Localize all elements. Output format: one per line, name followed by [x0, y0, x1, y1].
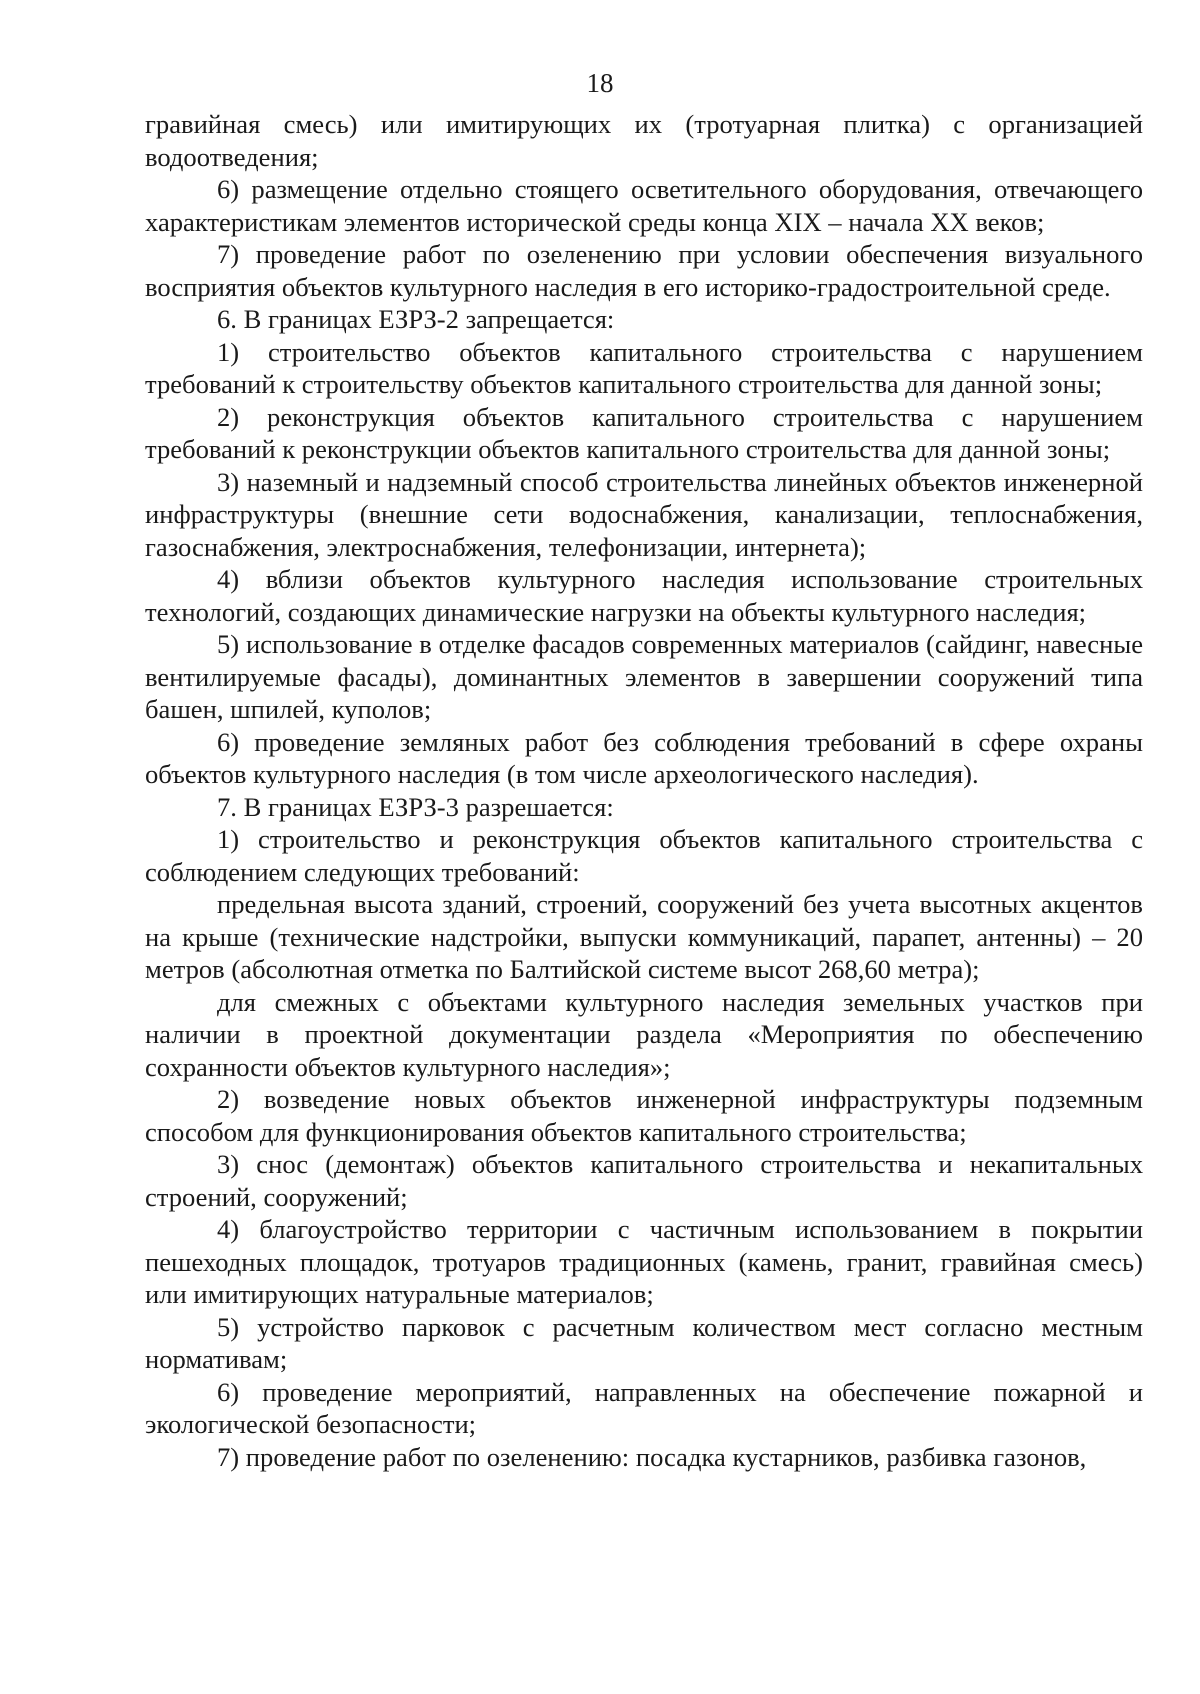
paragraph: 7) проведение работ по озеленению при условии обеспечения визуального восприятия объектов культурного наследия в его историко-градостроительной среде.	[145, 239, 1143, 302]
paragraph: 6) размещение отдельно стоящего осветительного оборудования, отвечающего характеристикам элементов исторической среды конца XIX – начала XX веков;	[145, 174, 1143, 237]
paragraph: 2) возведение новых объектов инженерной инфраструктуры подземным способом для функционирования объектов капитального строительства;	[145, 1084, 1143, 1147]
paragraph: для смежных с объектами культурного наследия земельных участков при наличии в проектной документации раздела «Мероприятия по обеспечению сохранности объектов культурного наследия»;	[145, 986, 1143, 1082]
paragraph: 4) вблизи объектов культурного наследия использование строительных технологий, создающих динамические нагрузки на объекты культурного наследия;	[145, 564, 1143, 627]
paragraph: гравийная смесь) или имитирующих их (тротуарная плитка) с организацией водоотведения;	[145, 109, 1143, 172]
paragraph: 5) использование в отделке фасадов современных материалов (сайдинг, навесные вентилируемые фасады), доминантных элементов в завершении сооружений типа башен, шпилей, куполов;	[145, 629, 1143, 724]
paragraph: 5) устройство парковок с расчетным количеством мест согласно местным нормативам;	[145, 1311, 1143, 1374]
paragraph: 1) строительство объектов капитального строительства с нарушением требований к строительству объектов капитального строительства для данной зоны;	[145, 336, 1143, 399]
paragraph: 6. В границах ЕЗРЗ-2 запрещается:	[217, 304, 615, 334]
paragraph: 6) проведение земляных работ без соблюдения требований в сфере охраны объектов культурного наследия (в том числе археологического наследия).	[145, 726, 1143, 789]
paragraph: 2) реконструкция объектов капитального строительства с нарушением требований к реконструкции объектов капитального строительства для данной зоны;	[145, 401, 1143, 464]
paragraph: 4) благоустройство территории с частичным использованием в покрытии пешеходных площадок, тротуаров традиционных (камень, гранит, гравийная смесь) или имитирующих натуральные материалов;	[145, 1214, 1143, 1309]
document-body	[145, 108, 1143, 1473]
paragraph: предельная высота зданий, строений, сооружений без учета высотных акцентов на крыше (технические надстройки, выпуски коммуникаций, парапет, антенны) – 20 метров (абсолютная отметка по Балтийской системе высот 268,60 метра);	[145, 889, 1143, 984]
page-number: 18	[586, 68, 614, 98]
paragraph: 7. В границах ЕЗРЗ-3 разрешается:	[217, 791, 614, 822]
paragraph: 7) проведение работ по озеленению: посадка кустарников, разбивка газонов,	[217, 1441, 1087, 1472]
paragraph: 1) строительство и реконструкция объектов капитального строительства с соблюдением следующих требований:	[145, 824, 1143, 887]
paragraph: 3) наземный и надземный способ строительства линейных объектов инженерной инфраструктуры (внешние сети водоснабжения, канализации, теплоснабжения, газоснабжения, электроснабжения, телефонизации, интернета);	[145, 466, 1143, 562]
paragraph: 6) проведение мероприятий, направленных на обеспечение пожарной и экологической безопасности;	[145, 1376, 1143, 1439]
paragraph: 3) снос (демонтаж) объектов капитального строительства и некапитальных строений, сооружений;	[145, 1149, 1143, 1212]
